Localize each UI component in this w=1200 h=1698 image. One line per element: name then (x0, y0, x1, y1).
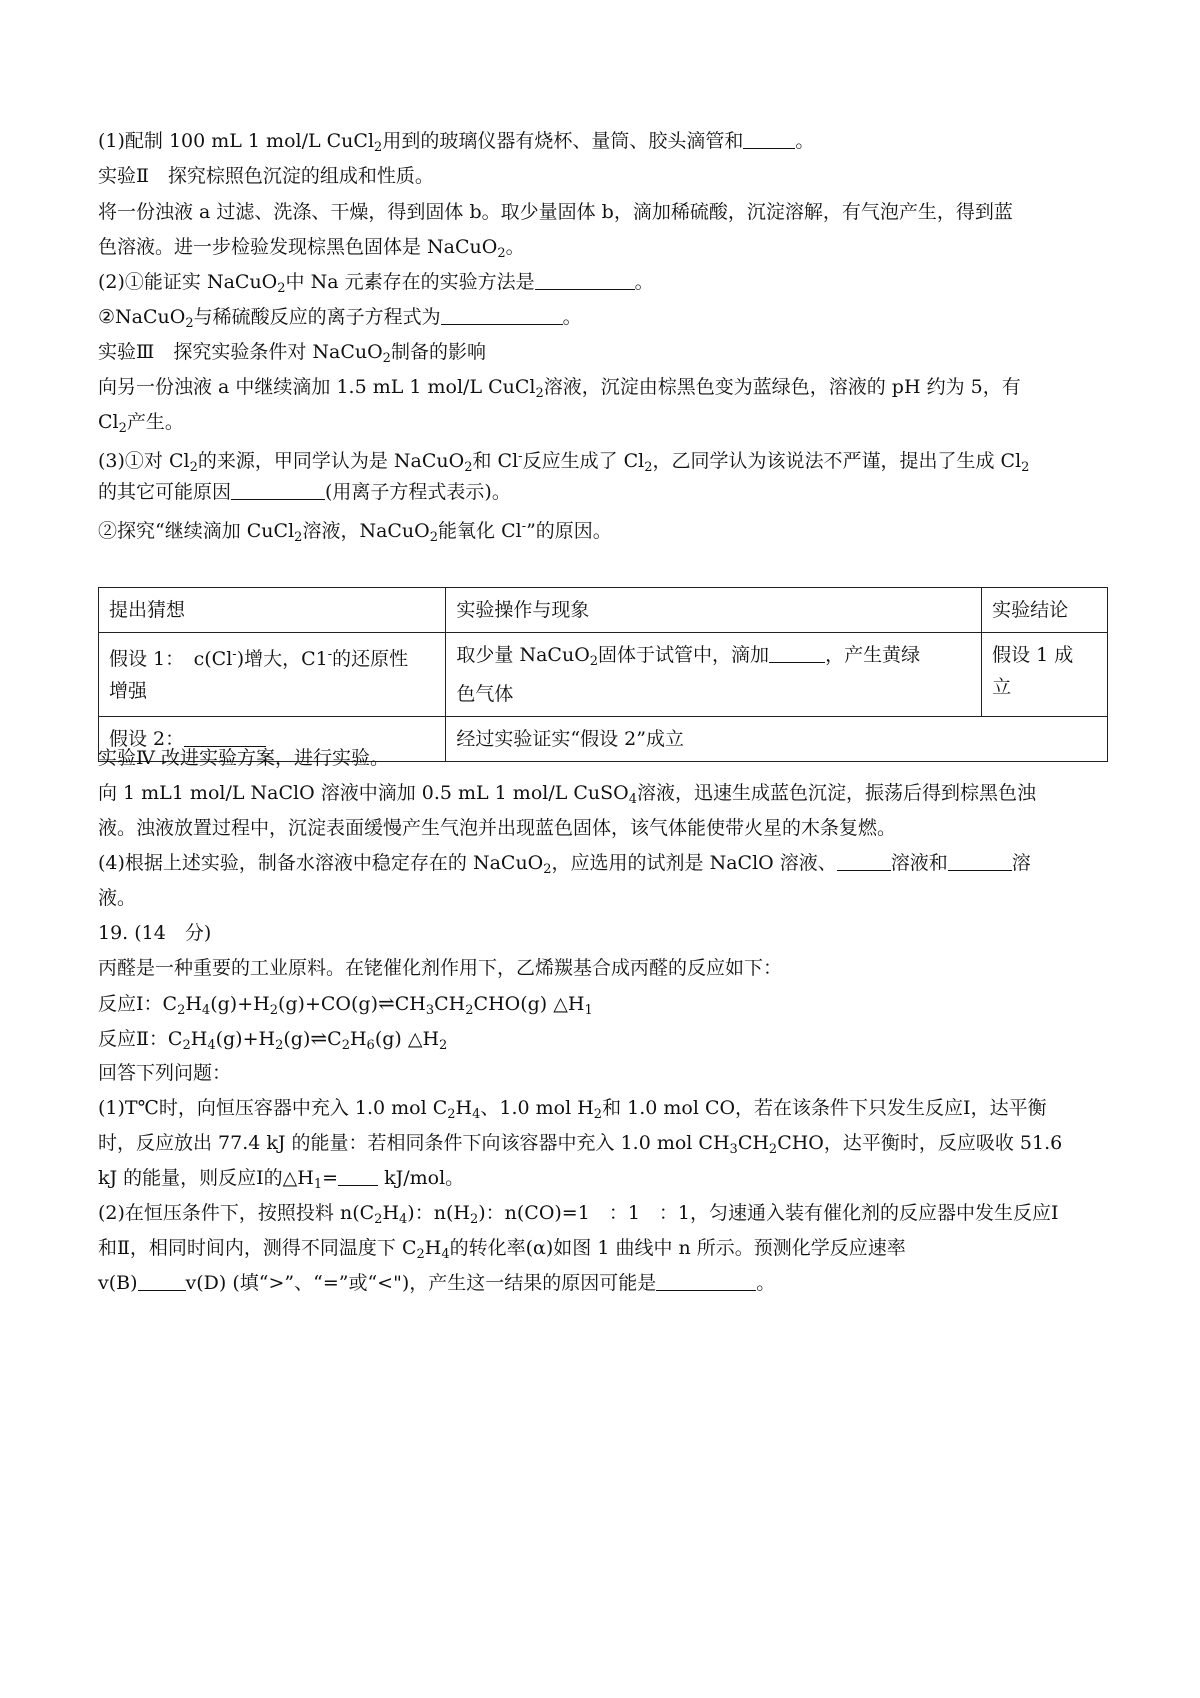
answer-prompt: 回答下列问题： (98, 1062, 232, 1084)
hypothesis-table (98, 587, 1108, 762)
exp4-paragraph-line: 向 1 mL1 mol/L NaClO 溶液中滴加 0.5 mL 1 mol/L CuSO$_4$溶液，迅速生成蓝色沉淀，振荡后得到棕黑色浊 (98, 782, 1037, 807)
answer-blank[interactable] (138, 1272, 186, 1291)
q19-1-line: 时，反应放出 77.4 kJ 的能量：若相同条件下向该容器中充入 1.0 mol $CH_3CH_2CHO$，达平衡时，反应吸收 51.6 (98, 1132, 1063, 1157)
equilibrium-arrow-icon: ⇌ (377, 991, 395, 1015)
table-cell: 经过实验证实“假设 2”成立 (446, 717, 1108, 762)
table-cell: 假设 2： (99, 717, 446, 762)
q4-line: (4)根据上述实验，制备水溶液中稳定存在的 NaCuO$_2$，应选用的试剂是 NaClO 溶液、 溶液和 溶 (98, 852, 1031, 877)
answer-blank[interactable] (837, 852, 891, 871)
q19-2-line: v(B) v(D) (填“>”、“=”或“<")，产生这一结果的原因可能是 。 (98, 1272, 776, 1294)
exp2-paragraph-line: 色溶液。进一步检验发现棕黑色固体是 NaCuO$_2$。 (98, 236, 525, 261)
q3-2-line: ②探究“继续滴加 CuCl$_2$溶液，NaCuO$_2$能氧化 Cl-”的原因。 (98, 519, 612, 545)
answer-blank[interactable] (769, 644, 825, 663)
table-header: 实验操作与现象 (446, 588, 982, 633)
equilibrium-arrow-icon: ⇌ (310, 1026, 328, 1050)
table-header: 实验结论 (982, 588, 1108, 633)
question-19-intro: 丙醛是一种重要的工业原料。在铑催化剂作用下，乙烯羰基合成丙醛的反应如下： (98, 957, 783, 979)
exp3-paragraph-line: $Cl_2$产生。 (98, 411, 184, 436)
table-header: 提出猜想 (99, 588, 446, 633)
reaction-1: 反应Ⅰ：$C_2H_4(g)+H_2(g)+CO(g)\rightleftharpoons CH_3CH_2CHO(g)$ $\triangle H_1$ (98, 991, 593, 1018)
exp2-title: 实验Ⅱ 探究棕照色沉淀的组成和性质。 (98, 165, 434, 187)
q3-1-line: (3)①对 $Cl_2$的来源，甲同学认为是 NaCuO$_2$和 Cl-反应生成了 $Cl_2$，乙同学认为该说法不严谨，提出了生成 $Cl_2$ (98, 449, 1030, 475)
answer-blank[interactable] (535, 271, 635, 290)
q2-2-line: ②NaCuO$_2$与稀硫酸反应的离子方程式为 。 (98, 306, 582, 331)
exp4-title: 实验Ⅳ 改进实验方案，进行实验。 (98, 747, 390, 769)
table-cell: 假设 1 成 立 (982, 633, 1108, 717)
answer-blank[interactable] (441, 306, 563, 325)
exp4-paragraph-line: 液。浊液放置过程中，沉淀表面缓慢产生气泡并出现蓝色固体，该气体能使带火星的木条复燃。 (98, 817, 897, 839)
table-row (99, 633, 1108, 717)
table-cell: 假设 1： c(Cl-)增大，C1-的还原性 增强 (99, 633, 446, 717)
q4-line-2: 液。 (98, 887, 137, 909)
q1-line: (1)配制 100 mL 1 mol/L CuCl$_2$用到的玻璃仪器有烧杯、量筒、胶头滴管和 。 (98, 130, 815, 155)
exp3-title: 实验Ⅲ 探究实验条件对 NaCuO$_2$制备的影响 (98, 341, 486, 366)
answer-blank[interactable] (231, 481, 325, 500)
answer-blank[interactable] (948, 852, 1012, 871)
q19-2-line: 和Ⅱ，相同时间内，测得不同温度下 $C_2H_4$的转化率(α)如图 1 曲线中 n 所示。预测化学反应速率 (98, 1237, 906, 1262)
answer-blank[interactable] (743, 130, 795, 149)
exp2-paragraph-line: 将一份浊液 a 过滤、洗涤、干燥，得到固体 b。取少量固体 b，滴加稀硫酸，沉淀溶解，有气泡产生，得到蓝 (98, 201, 1013, 223)
q19-1-line: (1)T℃时，向恒压容器中充入 1.0 mol $C_2H_4$、1.0 mol $H_2$和 1.0 mol CO，若在该条件下只发生反应Ⅰ，达平衡 (98, 1097, 1047, 1122)
reaction-2: 反应Ⅱ：$C_2H_4(g)+H_2(g)\rightleftharpoons C_2H_6(g)$ $\triangle H_2$ (98, 1026, 448, 1053)
table-cell: 取少量 NaCuO$_2$固体于试管中，滴加 ，产生黄绿 色气体 (446, 633, 982, 717)
answer-blank[interactable] (656, 1272, 756, 1291)
table-header-row (99, 588, 1108, 633)
exp3-paragraph-line: 向另一份浊液 a 中继续滴加 1.5 mL 1 mol/L CuCl$_2$溶液，沉淀由棕黑色变为蓝绿色，溶液的 pH 约为 5，有 (98, 376, 1021, 401)
q19-1-line: kJ 的能量，则反应Ⅰ的$\triangle H_1= kJ/mol$。 (98, 1167, 465, 1192)
q3-1-line-2: 的其它可能原因 (用离子方程式表示)。 (98, 481, 511, 503)
q2-1-line: (2)①能证实 NaCuO$_2$中 Na 元素存在的实验方法是 。 (98, 271, 654, 296)
q19-2-line: (2)在恒压条件下，按照投料 $n(C_2H_4)$：$n(H_2)$：n(CO)=1 ：1 ：1，匀速通入装有催化剂的反应器中发生反应Ⅰ (98, 1202, 1059, 1227)
answer-blank[interactable] (338, 1167, 378, 1186)
question-19-number: 19. (14 分) (98, 922, 212, 944)
